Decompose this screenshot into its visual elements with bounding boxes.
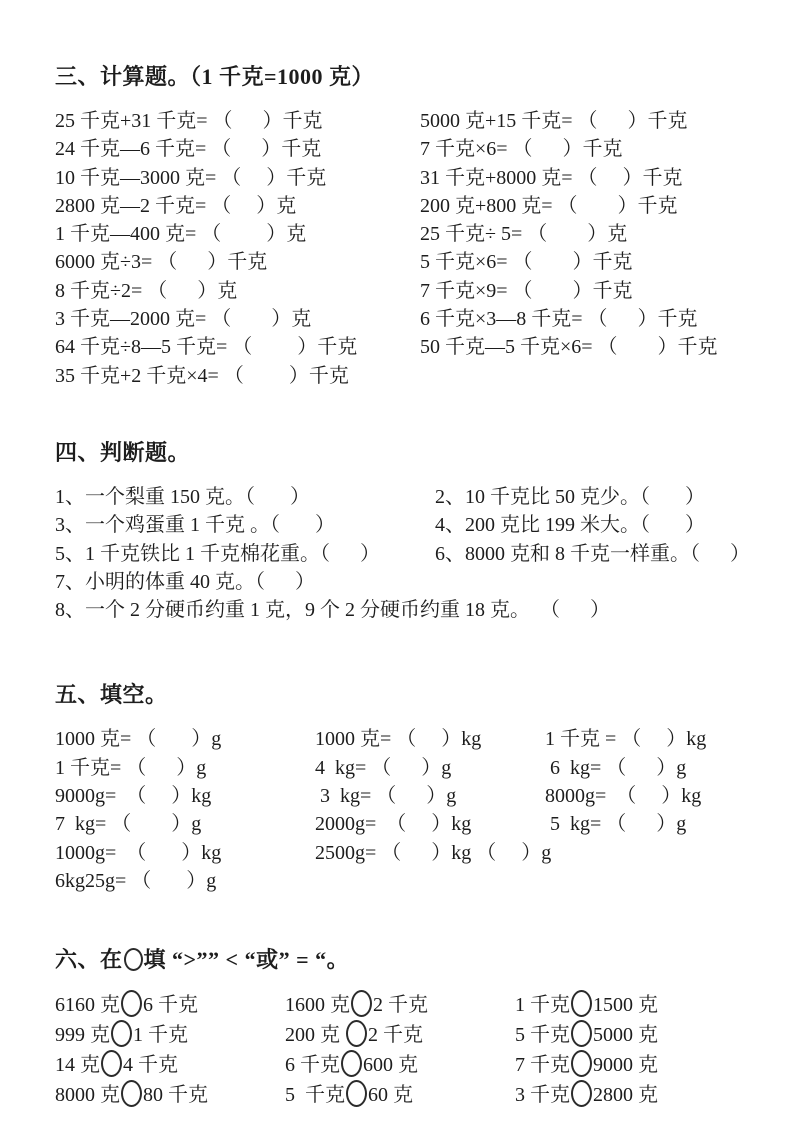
fill-problem: 5 kg= （ ）g xyxy=(545,813,687,836)
fill-problem: 8000g= （ ）kg xyxy=(545,785,702,808)
compare-right-value: 80 千克 xyxy=(143,1084,208,1107)
compare-right-value: 600 克 xyxy=(363,1054,418,1077)
compare-left-value: 14 克 xyxy=(55,1054,100,1077)
worksheet-line xyxy=(55,483,753,511)
worksheet-line xyxy=(55,810,753,838)
section-calculation xyxy=(55,60,753,390)
calc-problem: 50 千克—5 千克×6= （ ）千克 xyxy=(420,336,718,359)
fill-problem: 1000g= （ ）kg xyxy=(55,841,222,864)
section-calculation-title: 三、计算题。（1 千克=1000 克） xyxy=(55,64,375,89)
comparison-circle-icon xyxy=(571,1050,592,1077)
calc-problem: 10 千克—3000 克= （ ）千克 xyxy=(55,166,327,189)
section-compare xyxy=(55,943,753,1110)
compare-item xyxy=(285,990,515,1020)
calc-problem: 6000 克÷3= （ ）千克 xyxy=(55,251,268,274)
section-compare-title xyxy=(55,943,753,974)
calc-problem: 200 克+800 克= （ ）千克 xyxy=(420,194,678,217)
compare-item xyxy=(285,1050,515,1080)
calc-problem: 31 千克+8000 克= （ ）千克 xyxy=(420,166,683,189)
compare-title-pre: 六、在 xyxy=(55,947,123,973)
compare-right-value: 2 千克 xyxy=(373,994,428,1017)
comparison-circle-icon xyxy=(346,1080,367,1107)
compare-left-value: 5 千克 xyxy=(285,1084,345,1107)
comparison-circle-icon xyxy=(101,1050,122,1077)
calc-problem: 7 千克×9= （ ）千克 xyxy=(420,279,633,302)
compare-item xyxy=(515,1020,658,1050)
compare-right-value: 5000 克 xyxy=(593,1024,658,1047)
worksheet-line xyxy=(55,164,753,192)
compare-right-value: 1500 克 xyxy=(593,994,658,1017)
compare-left-value: 1600 克 xyxy=(285,994,350,1017)
worksheet-line xyxy=(55,248,753,276)
fill-problem: 1000 克= （ ）g xyxy=(55,728,222,751)
worksheet-line xyxy=(55,277,753,305)
judge-statement: 6、8000 克和 8 千克一样重。（ ） xyxy=(435,542,750,565)
fill-problem: 2500g= （ ）kg （ ）g xyxy=(315,841,552,864)
compare-left-value: 6160 克 xyxy=(55,994,120,1017)
compare-left-value: 6 千克 xyxy=(285,1054,340,1077)
section-true-false-title: 四、判断题。 xyxy=(55,439,191,465)
compare-item xyxy=(515,1080,658,1110)
compare-left-value: 999 克 xyxy=(55,1024,110,1047)
fill-problem: 1 千克= （ ）g xyxy=(55,756,207,779)
compare-right-value: 9000 克 xyxy=(593,1054,658,1077)
worksheet-line xyxy=(55,540,753,568)
compare-item xyxy=(55,1020,285,1050)
calc-problem: 25 千克+31 千克= （ ）千克 xyxy=(55,110,323,132)
calc-problem: 2800 克—2 千克= （ ）克 xyxy=(55,194,297,217)
worksheet-line xyxy=(55,511,753,539)
fill-problem: 7 kg= （ ）g xyxy=(55,813,202,836)
compare-left-value: 3 千克 xyxy=(515,1084,570,1107)
fill-blank-rows xyxy=(55,725,753,895)
fill-problem: 1 千克 = （ ）kg xyxy=(545,728,707,751)
compare-left-value: 200 克 xyxy=(285,1024,345,1047)
section-true-false xyxy=(55,436,753,624)
calc-problem: 64 千克÷8—5 千克= （ ）千克 xyxy=(55,336,358,359)
compare-item xyxy=(55,1080,285,1110)
calc-problem: 5 千克×6= （ ）千克 xyxy=(420,251,633,274)
judge-statement: 1、一个梨重 150 克。（ ） xyxy=(55,485,310,508)
comparison-circle-icon xyxy=(111,1020,132,1047)
comparison-circle-icon xyxy=(121,1080,142,1107)
calc-problem: 3 千克—2000 克= （ ）克 xyxy=(55,308,312,331)
fill-circle-icon xyxy=(124,948,143,971)
section-fill-blank xyxy=(55,678,753,895)
fill-problem: 4 kg= （ ）g xyxy=(315,756,452,779)
worksheet-line xyxy=(55,867,753,895)
worksheet-line xyxy=(55,107,753,135)
compare-item xyxy=(285,1020,515,1050)
compare-right-value: 6 千克 xyxy=(143,994,198,1017)
worksheet-line xyxy=(55,839,753,867)
worksheet-line xyxy=(55,192,753,220)
compare-item xyxy=(55,1050,285,1080)
worksheet-line xyxy=(55,990,753,1020)
calc-problem: 8 千克÷2= （ ）克 xyxy=(55,279,238,302)
fill-problem: 6kg25g= （ ）g xyxy=(55,869,217,892)
compare-item xyxy=(515,1050,658,1080)
worksheet-line xyxy=(55,596,753,624)
worksheet-line xyxy=(55,568,753,596)
judge-statement: 7、小明的体重 40 克。（ ） xyxy=(55,570,315,593)
comparison-circle-icon xyxy=(121,990,142,1017)
fill-problem: 9000g= （ ）kg xyxy=(55,785,212,808)
judge-statement: 3、一个鸡蛋重 1 千克 。（ ） xyxy=(55,514,335,537)
comparison-circle-icon xyxy=(346,1020,367,1047)
calc-problem: 5000 克+15 千克= （ ）千克 xyxy=(420,110,688,132)
worksheet-line xyxy=(55,305,753,333)
compare-right-value: 60 克 xyxy=(368,1084,413,1107)
compare-right-value: 1 千克 xyxy=(133,1024,188,1047)
compare-item xyxy=(285,1080,515,1110)
compare-right-value: 2 千克 xyxy=(368,1024,423,1047)
calc-problem: 25 千克÷ 5= （ ）克 xyxy=(420,223,628,246)
fill-problem: 3 kg= （ ）g xyxy=(315,785,457,808)
judge-statement: 4、200 克比 199 米大。（ ） xyxy=(435,514,705,537)
comparison-circle-icon xyxy=(341,1050,362,1077)
compare-item xyxy=(515,990,658,1020)
comparison-circle-icon xyxy=(571,1020,592,1047)
worksheet-line xyxy=(55,754,753,782)
compare-right-value: 2800 克 xyxy=(593,1084,658,1107)
calculation-rows xyxy=(55,107,753,390)
true-false-rows xyxy=(55,483,753,624)
worksheet-line xyxy=(55,362,753,390)
comparison-circle-icon xyxy=(571,1080,592,1107)
worksheet-line xyxy=(55,1020,753,1050)
judge-statement: 2、10 千克比 50 克少。（ ） xyxy=(435,485,705,508)
calc-problem: 7 千克×6= （ ）千克 xyxy=(420,138,623,161)
worksheet-line xyxy=(55,1050,753,1080)
fill-problem: 1000 克= （ ）kg xyxy=(315,728,482,751)
compare-left-value: 7 千克 xyxy=(515,1054,570,1077)
section-fill-blank-title: 五、填空。 xyxy=(55,682,168,708)
compare-rows xyxy=(55,990,753,1110)
compare-left-value: 5 千克 xyxy=(515,1024,570,1047)
calc-problem: 24 千克—6 千克= （ ）千克 xyxy=(55,138,322,161)
worksheet-line xyxy=(55,135,753,163)
compare-left-value: 8000 克 xyxy=(55,1084,120,1107)
worksheet-line xyxy=(55,220,753,248)
judge-statement: 5、1 千克铁比 1 千克棉花重。（ ） xyxy=(55,542,380,565)
fill-problem: 6 kg= （ ）g xyxy=(545,756,687,779)
comparison-circle-icon xyxy=(351,990,372,1017)
compare-title-post: 填 “>”” < “或” = “。 xyxy=(143,947,350,973)
worksheet-line xyxy=(55,725,753,753)
compare-right-value: 4 千克 xyxy=(123,1054,178,1077)
fill-problem: 2000g= （ ）kg xyxy=(315,813,472,836)
worksheet-line xyxy=(55,782,753,810)
compare-left-value: 1 千克 xyxy=(515,994,570,1017)
judge-statement: 8、一个 2 分硬币约重 1 克，9 个 2 分硬币约重 18 克。 （ ） xyxy=(55,599,610,622)
compare-item xyxy=(55,990,285,1020)
worksheet-line xyxy=(55,333,753,361)
calc-problem: 35 千克+2 千克×4= （ ）千克 xyxy=(55,364,349,387)
comparison-circle-icon xyxy=(571,990,592,1017)
fill-problem xyxy=(315,867,545,895)
calc-problem: 6 千克×3—8 千克= （ ）千克 xyxy=(420,308,698,331)
worksheet-line xyxy=(55,1080,753,1110)
calc-problem: 1 千克—400 克= （ ）克 xyxy=(55,223,307,246)
